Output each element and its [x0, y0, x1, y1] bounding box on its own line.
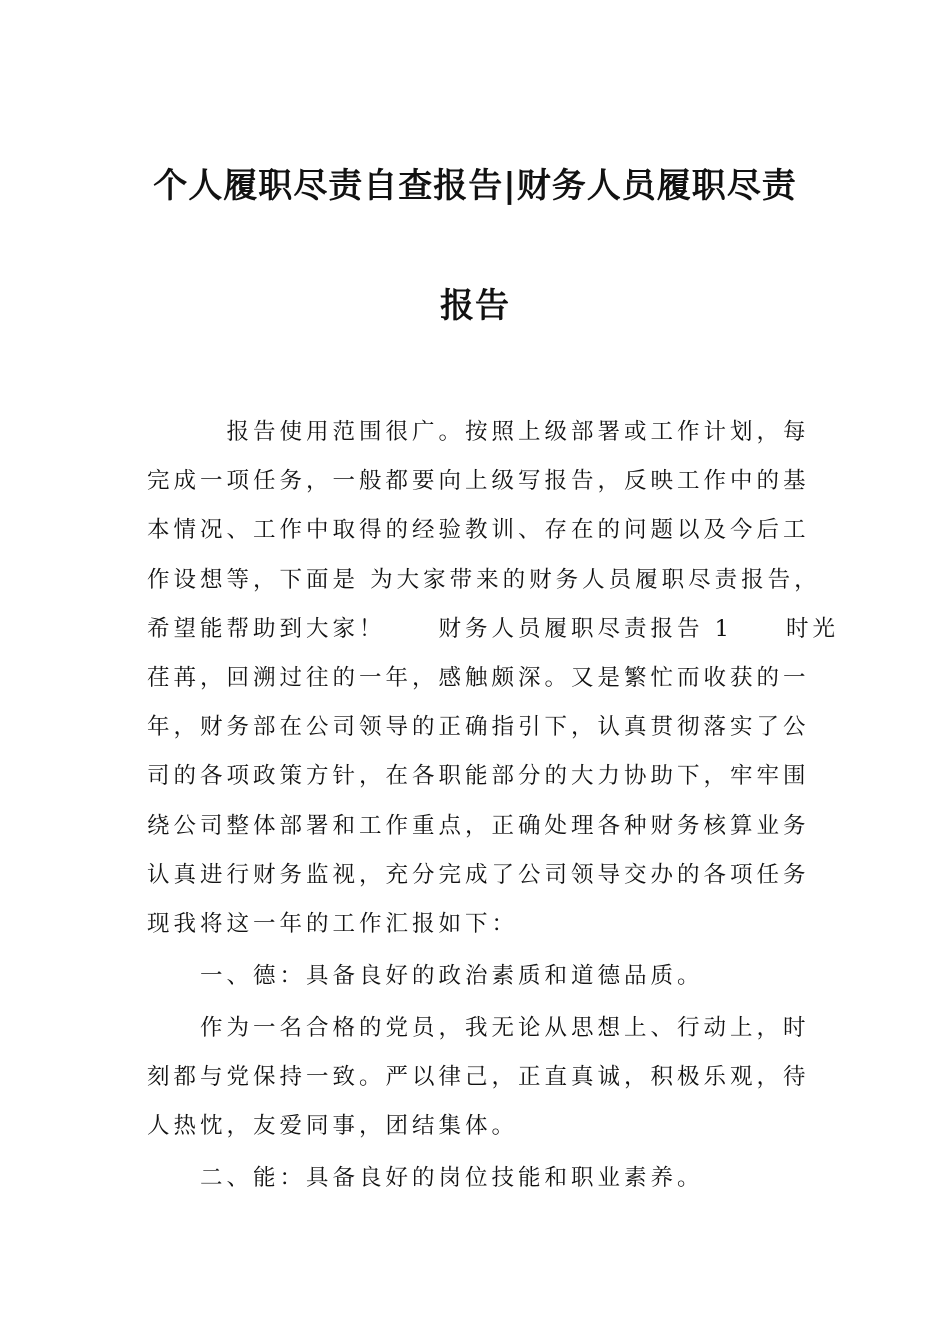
body-line: 认真进行财务监视，充分完成了公司领导交办的各项任务: [147, 862, 810, 888]
body-line: 司的各项政策方针，在各职能部分的大力协助下，牢牢围: [147, 763, 810, 789]
section-heading: 二、能：具备良好的岗位技能和职业素养。: [147, 1165, 704, 1191]
body-line: 报告使用范围很广。按照上级部署或工作计划，每: [147, 419, 810, 445]
document-title-line-1: 个人履职尽责自查报告|财务人员履职尽责: [153, 166, 797, 206]
body-line: 完成一项任务，一般都要向上级写报告，反映工作中的基: [147, 468, 810, 494]
body-line: 作设想等，下面是 为大家带来的财务人员履职尽责报告，: [147, 567, 821, 593]
section-heading: 一、德：具备良好的政治素质和道德品质。: [147, 963, 704, 989]
body-line: 本情况、工作中取得的经验教训、存在的问题以及今后工: [147, 517, 810, 543]
body-line: 荏苒，回溯过往的一年，感触颇深。又是繁忙而收获的一: [147, 665, 810, 691]
body-line: 年，财务部在公司领导的正确指引下，认真贯彻落实了公: [147, 714, 810, 740]
body-line: 绕公司整体部署和工作重点，正确处理各种财务核算业务: [147, 813, 810, 839]
body-line: 希望能帮助到大家！ 财务人员履职尽责报告 1 时光: [147, 616, 839, 642]
body-line: 人热忱，友爱同事，团结集体。: [147, 1113, 519, 1139]
body-line: 刻都与党保持一致。严以律己，正直真诚，积极乐观，待: [147, 1064, 810, 1090]
body-line: 现我将这一年的工作汇报如下：: [147, 911, 519, 937]
body-line: 作为一名合格的党员，我无论从思想上、行动上，时: [147, 1015, 810, 1041]
document-title-line-2: 报告: [440, 286, 510, 326]
